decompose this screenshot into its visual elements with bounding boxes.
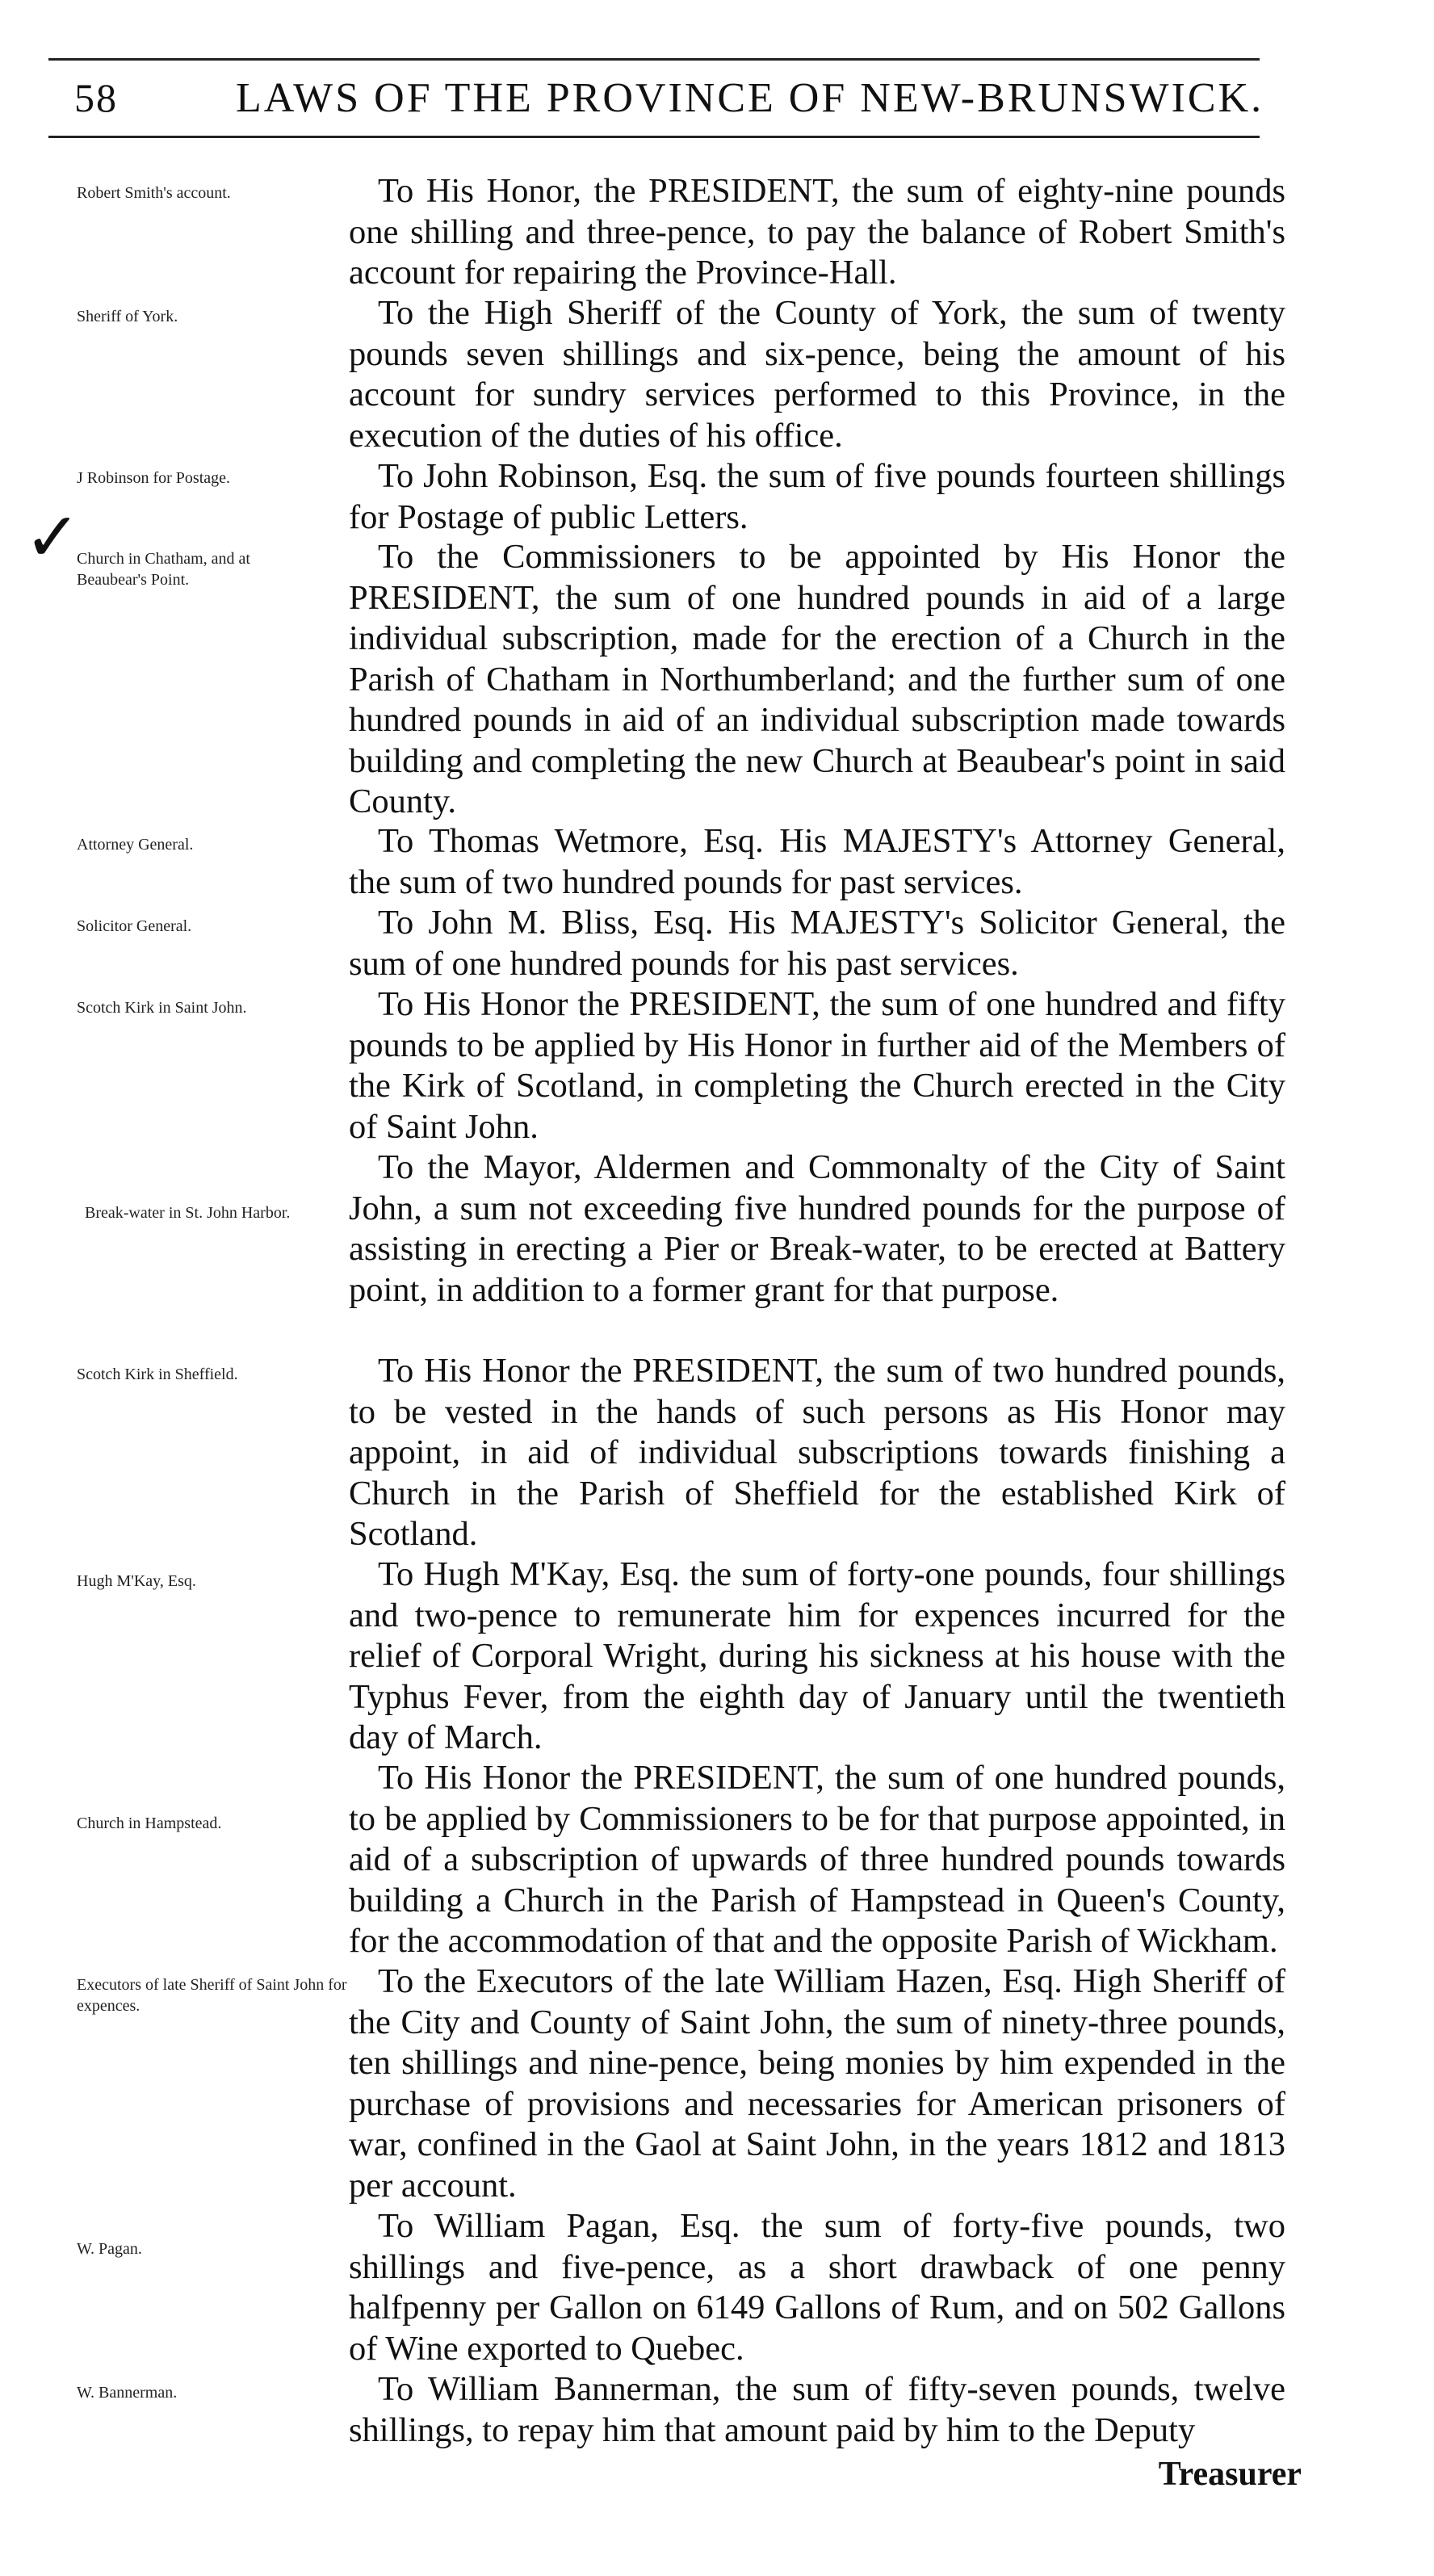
check-mark-icon: ✓: [24, 501, 82, 576]
marginal-note: Church in Chatham, and at Beaubear's Point.: [77, 550, 250, 589]
entry-text: To the High Sheriff of the County of York, the sum of twenty pounds seven shillings and six-pence, being the amount of his account for sundry services performed to this Province, in the execution of the duties of his office.: [349, 294, 1285, 455]
page-number: 58: [74, 75, 118, 120]
marginal-note: W. Bannerman.: [77, 2384, 178, 2402]
entry-text: To His Honor the PRESIDENT, the sum of one hundred and fifty pounds to be applied by His Honor in further aid of the Members of the Kirk of Scotland, in completing the Church erected in the City of Saint John.: [349, 985, 1285, 1146]
entry-text: To William Bannerman, the sum of fifty-seven pounds, twelve shillings, to repay him that amount paid by him to the Deputy: [349, 2370, 1285, 2449]
marginal-note: Break-water in St. John Harbor.: [85, 1204, 291, 1222]
entry-text: To His Honor the PRESIDENT, the sum of one hundred pounds, to be applied by Commissioners to be for that purpose appointed, in aid of a subscription of upwards of three hundred pounds towards building a Church in the Parish of Hampstead in Queen's County, for the accommodation of that and the opposite Parish of Wickham.: [349, 1759, 1285, 1960]
entry-text: To William Pagan, Esq. the sum of forty-five pounds, two shillings and five-pence, as a short drawback of one penny halfpenny per Gallon on 6149 Gallons of Rum, and on 502 Gallons of Wine exported to Quebec.: [349, 2207, 1285, 2368]
marginal-note: Robert Smith's account.: [77, 184, 231, 202]
marginal-note: Executors of late Sheriff of Saint John for expences.: [77, 1976, 347, 2015]
catchword: Treasurer: [1158, 2456, 1302, 2493]
entry-text: To John M. Bliss, Esq. His MAJESTY's Solicitor General, the sum of one hundred pounds for his past services.: [349, 904, 1285, 983]
entry-text: To Hugh M'Kay, Esq. the sum of forty-one pounds, four shillings and two-pence to remunerate him for expences incurred for the relief of Corporal Wright, during his sickness at his house with the Typhus Fever, from the eighth day of January until the twentieth day of March.: [349, 1555, 1285, 1756]
entry-text: To the Executors of the late William Hazen, Esq. High Sheriff of the City and County of Saint John, the sum of ninety-three pounds, ten shillings and nine-pence, being monies by him expended in the purchase of provisions and necessaries for American prisoners of war, confined in the Gaol at Saint John, in the years 1812 and 1813 per account.: [349, 1962, 1285, 2205]
marginal-note: J Robinson for Postage.: [77, 469, 230, 487]
running-head: LAWS OF THE PROVINCE OF NEW-BRUNSWICK.: [236, 75, 1264, 121]
marginal-note: Solicitor General.: [77, 917, 192, 935]
marginal-note: Church in Hampstead.: [77, 1815, 222, 1832]
entry-text: To the Mayor, Aldermen and Commonalty of the City of Saint John, a sum not exceeding five hundred pounds for the purpose of assisting in erecting a Pier or Break-water, to be erected at Battery point, in addition to a former grant for that purpose.: [349, 1148, 1285, 1309]
entry-text: To His Honor the PRESIDENT, the sum of two hundred pounds, to be vested in the hands of such persons as His Honor may appoint, in aid of individual subscriptions towards finishing a Church in the Parish of Sheffield for the established Kirk of Scotland.: [349, 1352, 1285, 1553]
marginal-note: Hugh M'Kay, Esq.: [77, 1572, 196, 1590]
marginal-note: Sheriff of York.: [77, 308, 178, 325]
marginal-note: W. Pagan.: [77, 2240, 142, 2258]
entry-text: To John Robinson, Esq. the sum of five pounds fourteen shillings for Postage of public Letters.: [349, 457, 1285, 536]
marginal-note: Attorney General.: [77, 836, 194, 854]
entry-text: To the Commissioners to be appointed by His Honor the PRESIDENT, the sum of one hundred pounds in aid of a large individual subscription, made for the erection of a Church in the Parish of Chatham in Northumberland; and the further sum of one hundred pounds in aid of an individual subscription made towards building and completing the new Church at Beaubear's point in said County.: [349, 538, 1285, 820]
marginal-note: Scotch Kirk in Saint John.: [77, 999, 247, 1017]
entry-text: To His Honor, the PRESIDENT, the sum of eighty-nine pounds one shilling and three-pence, to pay the balance of Robert Smith's account for repairing the Province-Hall.: [349, 172, 1285, 292]
entry-text: To Thomas Wetmore, Esq. His MAJESTY's Attorney General, the sum of two hundred pounds for past services.: [349, 822, 1285, 901]
marginal-note: Scotch Kirk in Sheffield.: [77, 1366, 238, 1383]
